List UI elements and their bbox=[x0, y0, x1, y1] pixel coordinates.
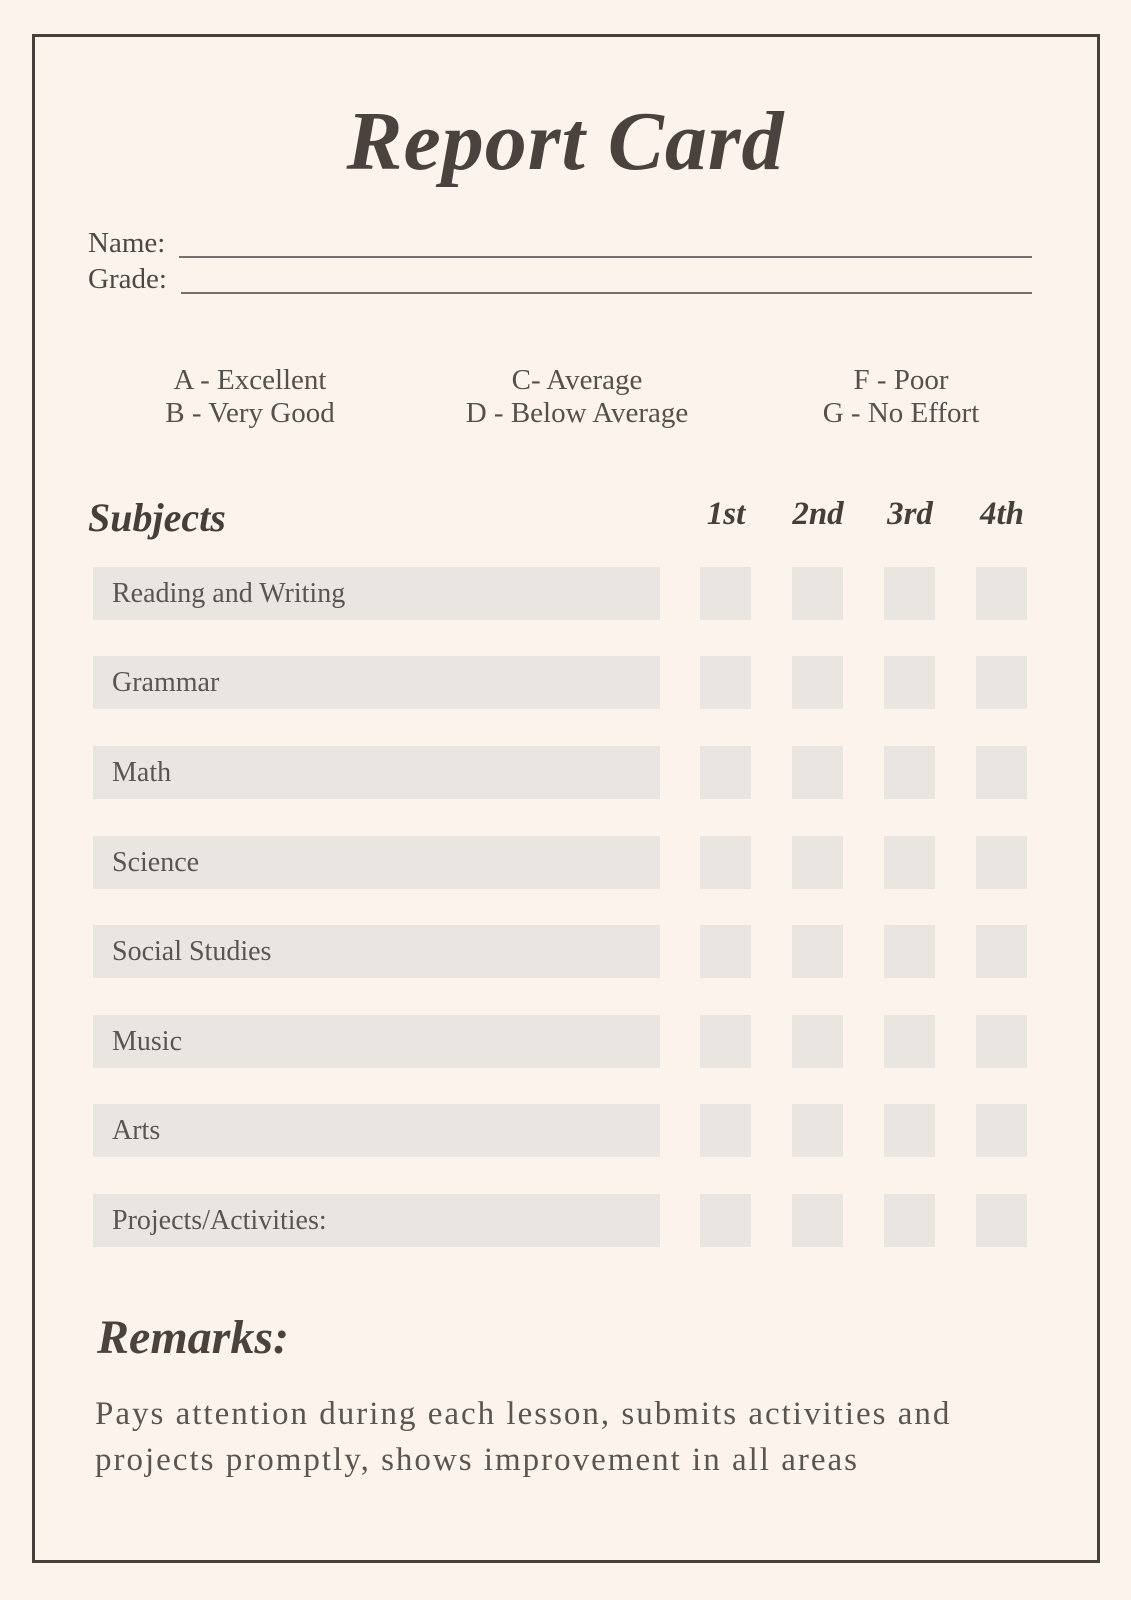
remarks-text bbox=[95, 1391, 1035, 1483]
remarks-line: Pays attention during each lesson, submits activities and bbox=[95, 1396, 952, 1432]
grade-box[interactable] bbox=[792, 836, 843, 889]
grade-box[interactable] bbox=[884, 925, 935, 978]
grade-box[interactable] bbox=[884, 1194, 935, 1247]
column-header-2nd: 2nd bbox=[792, 496, 844, 532]
subject-label: Arts bbox=[93, 1104, 660, 1157]
subject-label: Music bbox=[93, 1015, 660, 1068]
grade-box[interactable] bbox=[700, 836, 751, 889]
grade-box[interactable] bbox=[976, 1194, 1027, 1247]
grade-box[interactable] bbox=[976, 746, 1027, 799]
table-row bbox=[0, 567, 1131, 620]
grade-box[interactable] bbox=[700, 567, 751, 620]
grade-box[interactable] bbox=[884, 567, 935, 620]
grade-box[interactable] bbox=[976, 925, 1027, 978]
table-row bbox=[0, 1104, 1131, 1157]
subject-label: Science bbox=[93, 836, 660, 889]
column-header-3rd: 3rd bbox=[887, 496, 933, 532]
legend-line: A - Excellent bbox=[173, 364, 327, 396]
subjects-heading: Subjects bbox=[88, 495, 226, 540]
column-header-1st: 1st bbox=[706, 496, 746, 532]
remarks-line: projects promptly, shows improvement in all areas bbox=[95, 1442, 859, 1478]
grade-input-line[interactable] bbox=[181, 260, 1032, 294]
grade-box[interactable] bbox=[700, 656, 751, 709]
grade-legend-column-1 bbox=[100, 364, 400, 430]
table-row bbox=[0, 836, 1131, 889]
grade-box[interactable] bbox=[792, 567, 843, 620]
grade-box[interactable] bbox=[792, 925, 843, 978]
grade-box[interactable] bbox=[792, 746, 843, 799]
subject-label: Social Studies bbox=[93, 925, 660, 978]
subject-label: Math bbox=[93, 746, 660, 799]
page-title: Report Card bbox=[346, 95, 785, 188]
grade-box[interactable] bbox=[976, 567, 1027, 620]
grade-box[interactable] bbox=[792, 1194, 843, 1247]
grade-field-row bbox=[88, 262, 1032, 294]
legend-line: G - No Effort bbox=[822, 397, 980, 429]
grade-box[interactable] bbox=[700, 1015, 751, 1068]
legend-line: C- Average bbox=[511, 364, 643, 396]
grade-box[interactable] bbox=[792, 1015, 843, 1068]
grade-box[interactable] bbox=[884, 836, 935, 889]
grade-box[interactable] bbox=[884, 1104, 935, 1157]
grade-label: Grade: bbox=[88, 262, 167, 295]
grade-box[interactable] bbox=[700, 1194, 751, 1247]
grade-box[interactable] bbox=[792, 656, 843, 709]
grade-legend-column-3 bbox=[751, 364, 1051, 430]
legend-line: B - Very Good bbox=[165, 397, 335, 429]
grade-box[interactable] bbox=[792, 1104, 843, 1157]
column-header-4th: 4th bbox=[979, 496, 1025, 532]
name-label: Name: bbox=[88, 226, 166, 259]
grade-box[interactable] bbox=[700, 1104, 751, 1157]
table-row bbox=[0, 1194, 1131, 1247]
grade-box[interactable] bbox=[976, 836, 1027, 889]
remarks-heading: Remarks: bbox=[97, 1311, 289, 1364]
table-row bbox=[0, 656, 1131, 709]
subject-label: Projects/Activities: bbox=[93, 1194, 660, 1247]
legend-line: D - Below Average bbox=[465, 397, 689, 429]
table-row bbox=[0, 925, 1131, 978]
grade-box[interactable] bbox=[700, 746, 751, 799]
grade-legend-column-2 bbox=[427, 364, 727, 430]
grade-box[interactable] bbox=[976, 656, 1027, 709]
table-row bbox=[0, 1015, 1131, 1068]
subject-label: Grammar bbox=[93, 656, 660, 709]
grade-box[interactable] bbox=[700, 925, 751, 978]
grade-box[interactable] bbox=[884, 656, 935, 709]
name-field-row bbox=[88, 226, 1032, 258]
grade-box[interactable] bbox=[976, 1015, 1027, 1068]
grade-box[interactable] bbox=[884, 1015, 935, 1068]
name-input-line[interactable] bbox=[179, 224, 1032, 258]
grade-box[interactable] bbox=[976, 1104, 1027, 1157]
grade-box[interactable] bbox=[884, 746, 935, 799]
legend-line: F - Poor bbox=[853, 364, 949, 396]
subject-label: Reading and Writing bbox=[93, 567, 660, 620]
table-row bbox=[0, 746, 1131, 799]
